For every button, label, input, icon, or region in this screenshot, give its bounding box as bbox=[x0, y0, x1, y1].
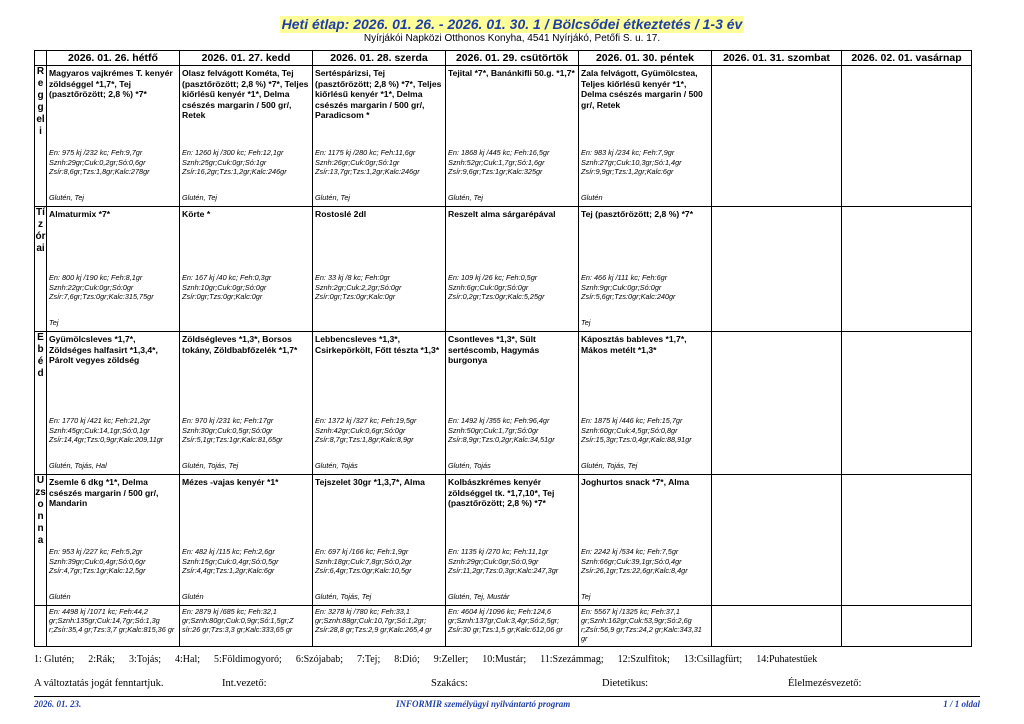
legend-item: 3:Tojás; bbox=[128, 654, 162, 665]
menu-cell bbox=[446, 207, 579, 332]
day-header: 2026. 02. 01. vasárnap bbox=[842, 51, 972, 66]
meal-label: Tízórai bbox=[35, 207, 47, 332]
nutrition-info: En: 800 kj /190 kc; Feh:8,1gr Sznh:22gr;Cuk:0gr;Só:0gr Zsír:7,6gr;Tzs:0gr;Kalc:315,75gr bbox=[49, 273, 154, 301]
legend-item: 2:Rák; bbox=[88, 654, 115, 665]
dish-name: Mézes -vajas kenyér *1* bbox=[182, 477, 279, 487]
dish-name: Tej (pasztőrözött; 2,8 %) *7* bbox=[581, 209, 694, 219]
menu-cell bbox=[180, 207, 313, 332]
day-header: 2026. 01. 27. kedd bbox=[180, 51, 313, 66]
meal-label: Uzsonna bbox=[35, 475, 47, 606]
elelmezesvezeto-label: Élelmezésvezető: bbox=[788, 678, 862, 689]
menu-cell bbox=[313, 66, 446, 207]
daily-total-text: En: 3278 kj /780 kc; Feh:33,1 gr;Sznh:88gr;Cuk:10,7gr;Só:1,2gr; Zsír:28,8 gr;Tzs:2,9 gr;Kalc:265,4 gr bbox=[315, 607, 432, 634]
legend-item: 6:Szójabab; bbox=[295, 654, 344, 665]
szakacs-label: Szakács: bbox=[431, 678, 468, 689]
menu-cell bbox=[47, 207, 180, 332]
dish-name: Olasz felvágott Kométa, Tej (pasztőrözött; 2,8 %) *7*, Teljes kiőrlésű kenyér *1*, Delma csészés margarin / 500 gr/, Retek bbox=[182, 68, 309, 120]
allergen-list: Glutén, Tej bbox=[448, 193, 484, 202]
legend-item: 10:Mustár; bbox=[482, 654, 527, 665]
allergen-list: Glutén, Tej bbox=[315, 193, 351, 202]
dish-name: Almaturmix *7* bbox=[49, 209, 111, 219]
menu-cell bbox=[313, 475, 446, 606]
menu-cell bbox=[842, 332, 972, 475]
nutrition-info: En: 953 kj /227 kc; Feh:5,2gr Sznh:39gr;Cuk:0,4gr;Só:0,6gr Zsír:4,7gr;Tzs:1gr;Kalc:12,5gr bbox=[49, 547, 146, 575]
menu-cell bbox=[313, 207, 446, 332]
menu-cell bbox=[579, 475, 712, 606]
nutrition-info: En: 482 kj /115 kc; Feh:2,6gr Sznh:15gr;Cuk:0,4gr;Só:0,5gr Zsír:4,4gr;Tzs:1,2gr;Kalc:6gr bbox=[182, 547, 279, 575]
meal-row bbox=[35, 475, 972, 606]
daily-total bbox=[842, 606, 972, 647]
menu-cell bbox=[47, 332, 180, 475]
dietetikus-label: Dietetikus: bbox=[602, 678, 649, 689]
menu-cell bbox=[579, 332, 712, 475]
allergen-list: Glutén, Tej bbox=[49, 193, 85, 202]
legend-item: 8:Dió; bbox=[394, 654, 420, 665]
dish-name: Zöldségleves *1,3*, Borsos tokány, Zöldbabfőzelék *1,7* bbox=[182, 334, 298, 355]
nutrition-info: En: 109 kj /26 kc; Feh:0,5gr Sznh:6gr;Cuk:0gr;Só:0gr Zsír:0,2gr;Tzs:0gr;Kalc:5,25gr bbox=[448, 273, 545, 301]
menu-cell bbox=[446, 332, 579, 475]
legend-item: 11:Szezámmag; bbox=[540, 654, 604, 665]
allergen-list: Glutén, Tojás, Tej bbox=[315, 592, 372, 601]
dish-name: Tejital *7*, Banánkifli 50.g. *1,7* bbox=[448, 68, 575, 78]
daily-total-text: En: 4604 kj /1096 kc; Feh:124,6 gr;Sznh:137gr;Cuk:3,4gr;Só:2,5gr; Zsír:30 gr;Tzs:1,5 gr;Kalc:612,06 gr bbox=[448, 607, 563, 634]
int-vezeto-label: Int.vezető: bbox=[222, 678, 267, 689]
nutrition-info: En: 1175 kj /280 kc; Feh:11,6gr Sznh:26gr;Cuk:0gr;Só:1gr Zsír:13,7gr;Tzs:1,2gr;Kalc:246gr bbox=[315, 148, 420, 176]
day-header: 2026. 01. 26. hétfő bbox=[47, 51, 180, 66]
dish-name: Zala felvágott, Gyümölcstea, Teljes kiőrlésű kenyér *1*, Delma csészés margarin / 500 gr/, Retek bbox=[581, 68, 703, 110]
allergen-list: Glutén bbox=[49, 592, 71, 601]
menu-cell bbox=[579, 66, 712, 207]
totals-label-cell bbox=[35, 606, 47, 647]
dish-name: Sertéspárizsi, Tej (pasztőrözött; 2,8 %) *7*, Teljes kiőrlésű kenyér *1*, Delma csészés margarin / 500 gr/, Paradicsom * bbox=[315, 68, 442, 120]
day-header-row bbox=[35, 51, 972, 66]
menu-cell bbox=[47, 66, 180, 207]
dish-name: Joghurtos snack *7*, Alma bbox=[581, 477, 690, 487]
nutrition-info: En: 975 kj /232 kc; Feh:9,7gr Sznh:29gr;Cuk:0,2gr;Só:0,6gr Zsír:8,6gr;Tzs:1,8gr;Kalc:278gr bbox=[49, 148, 150, 176]
menu-cell bbox=[842, 207, 972, 332]
allergen-legend bbox=[34, 654, 984, 665]
page-footer bbox=[34, 696, 980, 709]
legend-item: 14:Puhatestűek bbox=[756, 654, 818, 665]
menu-cell bbox=[712, 475, 842, 606]
menu-cell bbox=[47, 475, 180, 606]
page-subtitle: Nyírjákói Napközi Otthonos Konyha, 4541 Nyírjákó, Petőfi S. u. 17. bbox=[363, 33, 661, 44]
menu-cell bbox=[313, 332, 446, 475]
legend-item: 7:Tej; bbox=[357, 654, 381, 665]
allergen-list: Tej bbox=[581, 318, 591, 327]
dish-name: Lebbencsleves *1,3*, Csirkepörkölt, Főtt tészta *1,3* bbox=[315, 334, 440, 355]
allergen-list: Glutén, Tej, Mustár bbox=[448, 592, 510, 601]
footer-program: INFORMIR személyügyi nyilvántartó program bbox=[396, 699, 571, 709]
allergen-list: Glutén, Tojás, Tej bbox=[182, 461, 239, 470]
legend-item: 13:Csillagfürt; bbox=[683, 654, 743, 665]
dish-name: Rostoslé 2dl bbox=[315, 209, 367, 219]
signature-line bbox=[34, 678, 984, 692]
day-header: 2026. 01. 30. péntek bbox=[579, 51, 712, 66]
meal-row bbox=[35, 207, 972, 332]
legend-item: 5:Földimogyoró; bbox=[214, 654, 282, 665]
nutrition-info: En: 167 kj /40 kc; Feh:0,3gr Sznh:10gr;Cuk:0gr;Só:0gr Zsír:0gr;Tzs:0gr;Kalc:0gr bbox=[182, 273, 272, 301]
allergen-list: Glutén, Tojás bbox=[315, 461, 358, 470]
daily-total bbox=[579, 606, 712, 647]
allergen-list: Tej bbox=[49, 318, 59, 327]
corner-cell bbox=[35, 51, 47, 66]
nutrition-info: En: 983 kj /234 kc; Feh:7,9gr Sznh:27gr;Cuk:10,3gr;Só:1,4gr Zsír:9,9gr;Tzs:1,2gr;Kalc:6gr bbox=[581, 148, 682, 176]
legend-item: 9:Zeller; bbox=[433, 654, 469, 665]
dish-name: Körte * bbox=[182, 209, 211, 219]
menu-cell bbox=[712, 207, 842, 332]
nutrition-info: En: 1770 kj /421 kc; Feh:21,2gr Sznh:45gr;Cuk:14,1gr;Só:0,1gr Zsír:14,4gr;Tzs:0,9gr;Kalc:209,11gr bbox=[49, 416, 164, 444]
nutrition-info: En: 1135 kj /270 kc; Feh:11,1gr Sznh:29gr;Cuk:0gr;Só:0,9gr Zsír:11,2gr;Tzs:0,3gr;Kalc:247,3gr bbox=[448, 547, 559, 575]
day-header: 2026. 01. 31. szombat bbox=[712, 51, 842, 66]
menu-cell bbox=[712, 332, 842, 475]
legend-item: 4:Hal; bbox=[175, 654, 201, 665]
footer-page: 1 / 1 oldal bbox=[943, 699, 980, 709]
daily-total-text: En: 5567 kj /1325 kc; Feh:37,1 gr;Sznh:162gr;Cuk:53,9gr;Só:2,6g r;Zsír:56,9 gr;Tzs:24,2 gr;Kalc:343,31 gr bbox=[581, 607, 702, 643]
menu-cell bbox=[446, 66, 579, 207]
legend-item: 12:Szulfitok; bbox=[617, 654, 670, 665]
allergen-list: Glutén, Tej bbox=[182, 193, 218, 202]
allergen-list: Glutén, Tojás, Tej bbox=[581, 461, 638, 470]
daily-total bbox=[313, 606, 446, 647]
page-title: Heti étlap: 2026. 01. 26. - 2026. 01. 30. 1 / Bölcsődei étkeztetés / 1-3 év bbox=[281, 16, 743, 32]
menu-cell bbox=[180, 332, 313, 475]
daily-total-text: En: 2879 kj /685 kc; Feh:32,1 gr;Sznh:80gr;Cuk:0,9gr;Só:1,5gr;Z sír:26 gr;Tzs:3,3 gr;Kalc:333,65 gr bbox=[182, 607, 294, 634]
daily-total bbox=[180, 606, 313, 647]
day-header: 2026. 01. 29. csütörtök bbox=[446, 51, 579, 66]
menu-cell bbox=[579, 207, 712, 332]
nutrition-info: En: 33 kj /8 kc; Feh:0gr Sznh:2gr;Cuk:2,2gr;Só:0gr Zsír:0gr;Tzs:0gr;Kalc:0gr bbox=[315, 273, 402, 301]
footer-date: 2026. 01. 23. bbox=[34, 699, 82, 709]
nutrition-info: En: 1868 kj /445 kc; Feh:16,5gr Sznh:52gr;Cuk:1,7gr;Só:1,6gr Zsír:9,6gr;Tzs:1gr;Kalc:325gr bbox=[448, 148, 550, 176]
nutrition-info: En: 1875 kj /446 kc; Feh:15,7gr Sznh:60gr;Cuk:4,5gr;Só:0,8gr Zsír:15,3gr;Tzs:0,4gr;Kalc:88,91gr bbox=[581, 416, 692, 444]
day-header: 2026. 01. 28. szerda bbox=[313, 51, 446, 66]
meal-label: Reggeli bbox=[35, 66, 47, 207]
nutrition-info: En: 970 kj /231 kc; Feh:17gr Sznh:30gr;Cuk:0,5gr;Só:0gr Zsír:5,1gr;Tzs:1gr;Kalc:81,65gr bbox=[182, 416, 283, 444]
menu-cell bbox=[842, 66, 972, 207]
rights-note: A változtatás jogát fenntartjuk. bbox=[34, 678, 164, 689]
allergen-list: Glutén bbox=[182, 592, 204, 601]
nutrition-info: En: 1492 kj /355 kc; Feh:96,4gr Sznh:50gr;Cuk:1,7gr;Só:0gr Zsír:8,9gr;Tzs:0,2gr;Kalc:34,51gr bbox=[448, 416, 555, 444]
nutrition-info: En: 466 kj /111 kc; Feh:6gr Sznh:9gr;Cuk:0gr;Só:0gr Zsír:5,6gr;Tzs:0gr;Kalc:240gr bbox=[581, 273, 676, 301]
daily-total bbox=[712, 606, 842, 647]
dish-name: Reszelt alma sárgarépával bbox=[448, 209, 556, 219]
allergen-list: Glutén, Tojás bbox=[448, 461, 491, 470]
meal-row bbox=[35, 332, 972, 475]
daily-total bbox=[47, 606, 180, 647]
dish-name: Kolbászkrémes kenyér zöldséggel tk. *1,7,10*, Tej (pasztőrözött; 2,8 %) *7* bbox=[448, 477, 555, 508]
dish-name: Gyümölcsleves *1,7*, Zöldséges halfasirt *1,3,4*, Párolt vegyes zöldség bbox=[49, 334, 158, 365]
menu-cell bbox=[180, 475, 313, 606]
dish-name: Zsemle 6 dkg *1*, Delma csészés margarin / 500 gr/, Mandarin bbox=[49, 477, 159, 508]
dish-name: Magyaros vajkrémes T. kenyér zöldséggel *1,7*, Tej (pasztőrözött; 2,8 %) *7* bbox=[49, 68, 173, 99]
dish-name: Káposztás bableves *1,7*, Mákos metélt *1,3* bbox=[581, 334, 687, 355]
dish-name: Tejszelet 30gr *1,3,7*, Alma bbox=[315, 477, 425, 487]
menu-cell bbox=[180, 66, 313, 207]
nutrition-info: En: 697 kj /166 kc; Feh:1,9gr Sznh:18gr;Cuk:7,8gr;Só:0,2gr Zsír:6,4gr;Tzs:0gr;Kalc:10,5gr bbox=[315, 547, 412, 575]
daily-total bbox=[446, 606, 579, 647]
menu-cell bbox=[842, 475, 972, 606]
allergen-list: Glutén bbox=[581, 193, 603, 202]
allergen-list: Glutén, Tojás, Hal bbox=[49, 461, 107, 470]
legend-item: 1: Glutén; bbox=[34, 654, 75, 665]
meal-label: Ebéd bbox=[35, 332, 47, 475]
menu-cell bbox=[446, 475, 579, 606]
nutrition-info: En: 1260 kj /300 kc; Feh:12,1gr Sznh:25gr;Cuk:0gr;Só:1gr Zsír:16,2gr;Tzs:1,2gr;Kalc:246gr bbox=[182, 148, 287, 176]
meal-row bbox=[35, 66, 972, 207]
menu-cell bbox=[712, 66, 842, 207]
totals-row bbox=[35, 606, 972, 647]
allergen-list: Tej bbox=[581, 592, 591, 601]
daily-total-text: En: 4498 kj /1071 kc; Feh:44,2 gr;Sznh:135gr;Cuk:14,7gr;Só:1,3g r;Zsír:35,4 gr;Tzs:3,7 gr;Kalc:815,36 gr bbox=[49, 607, 175, 634]
nutrition-info: En: 2242 kj /534 kc; Feh:7,5gr Sznh:66gr;Cuk:39,1gr;Só:0,4gr Zsír:26,1gr;Tzs:22,6gr;Kalc:8,4gr bbox=[581, 547, 688, 575]
weekly-menu-table bbox=[34, 50, 972, 647]
dish-name: Csontleves *1,3*, Sült sertéscomb, Hagymás burgonya bbox=[448, 334, 540, 365]
nutrition-info: En: 1372 kj /327 kc; Feh:19,5gr Sznh:42gr;Cuk:0,6gr;Só:0gr Zsír:8,7gr;Tzs:1,8gr;Kalc:8,9gr bbox=[315, 416, 417, 444]
